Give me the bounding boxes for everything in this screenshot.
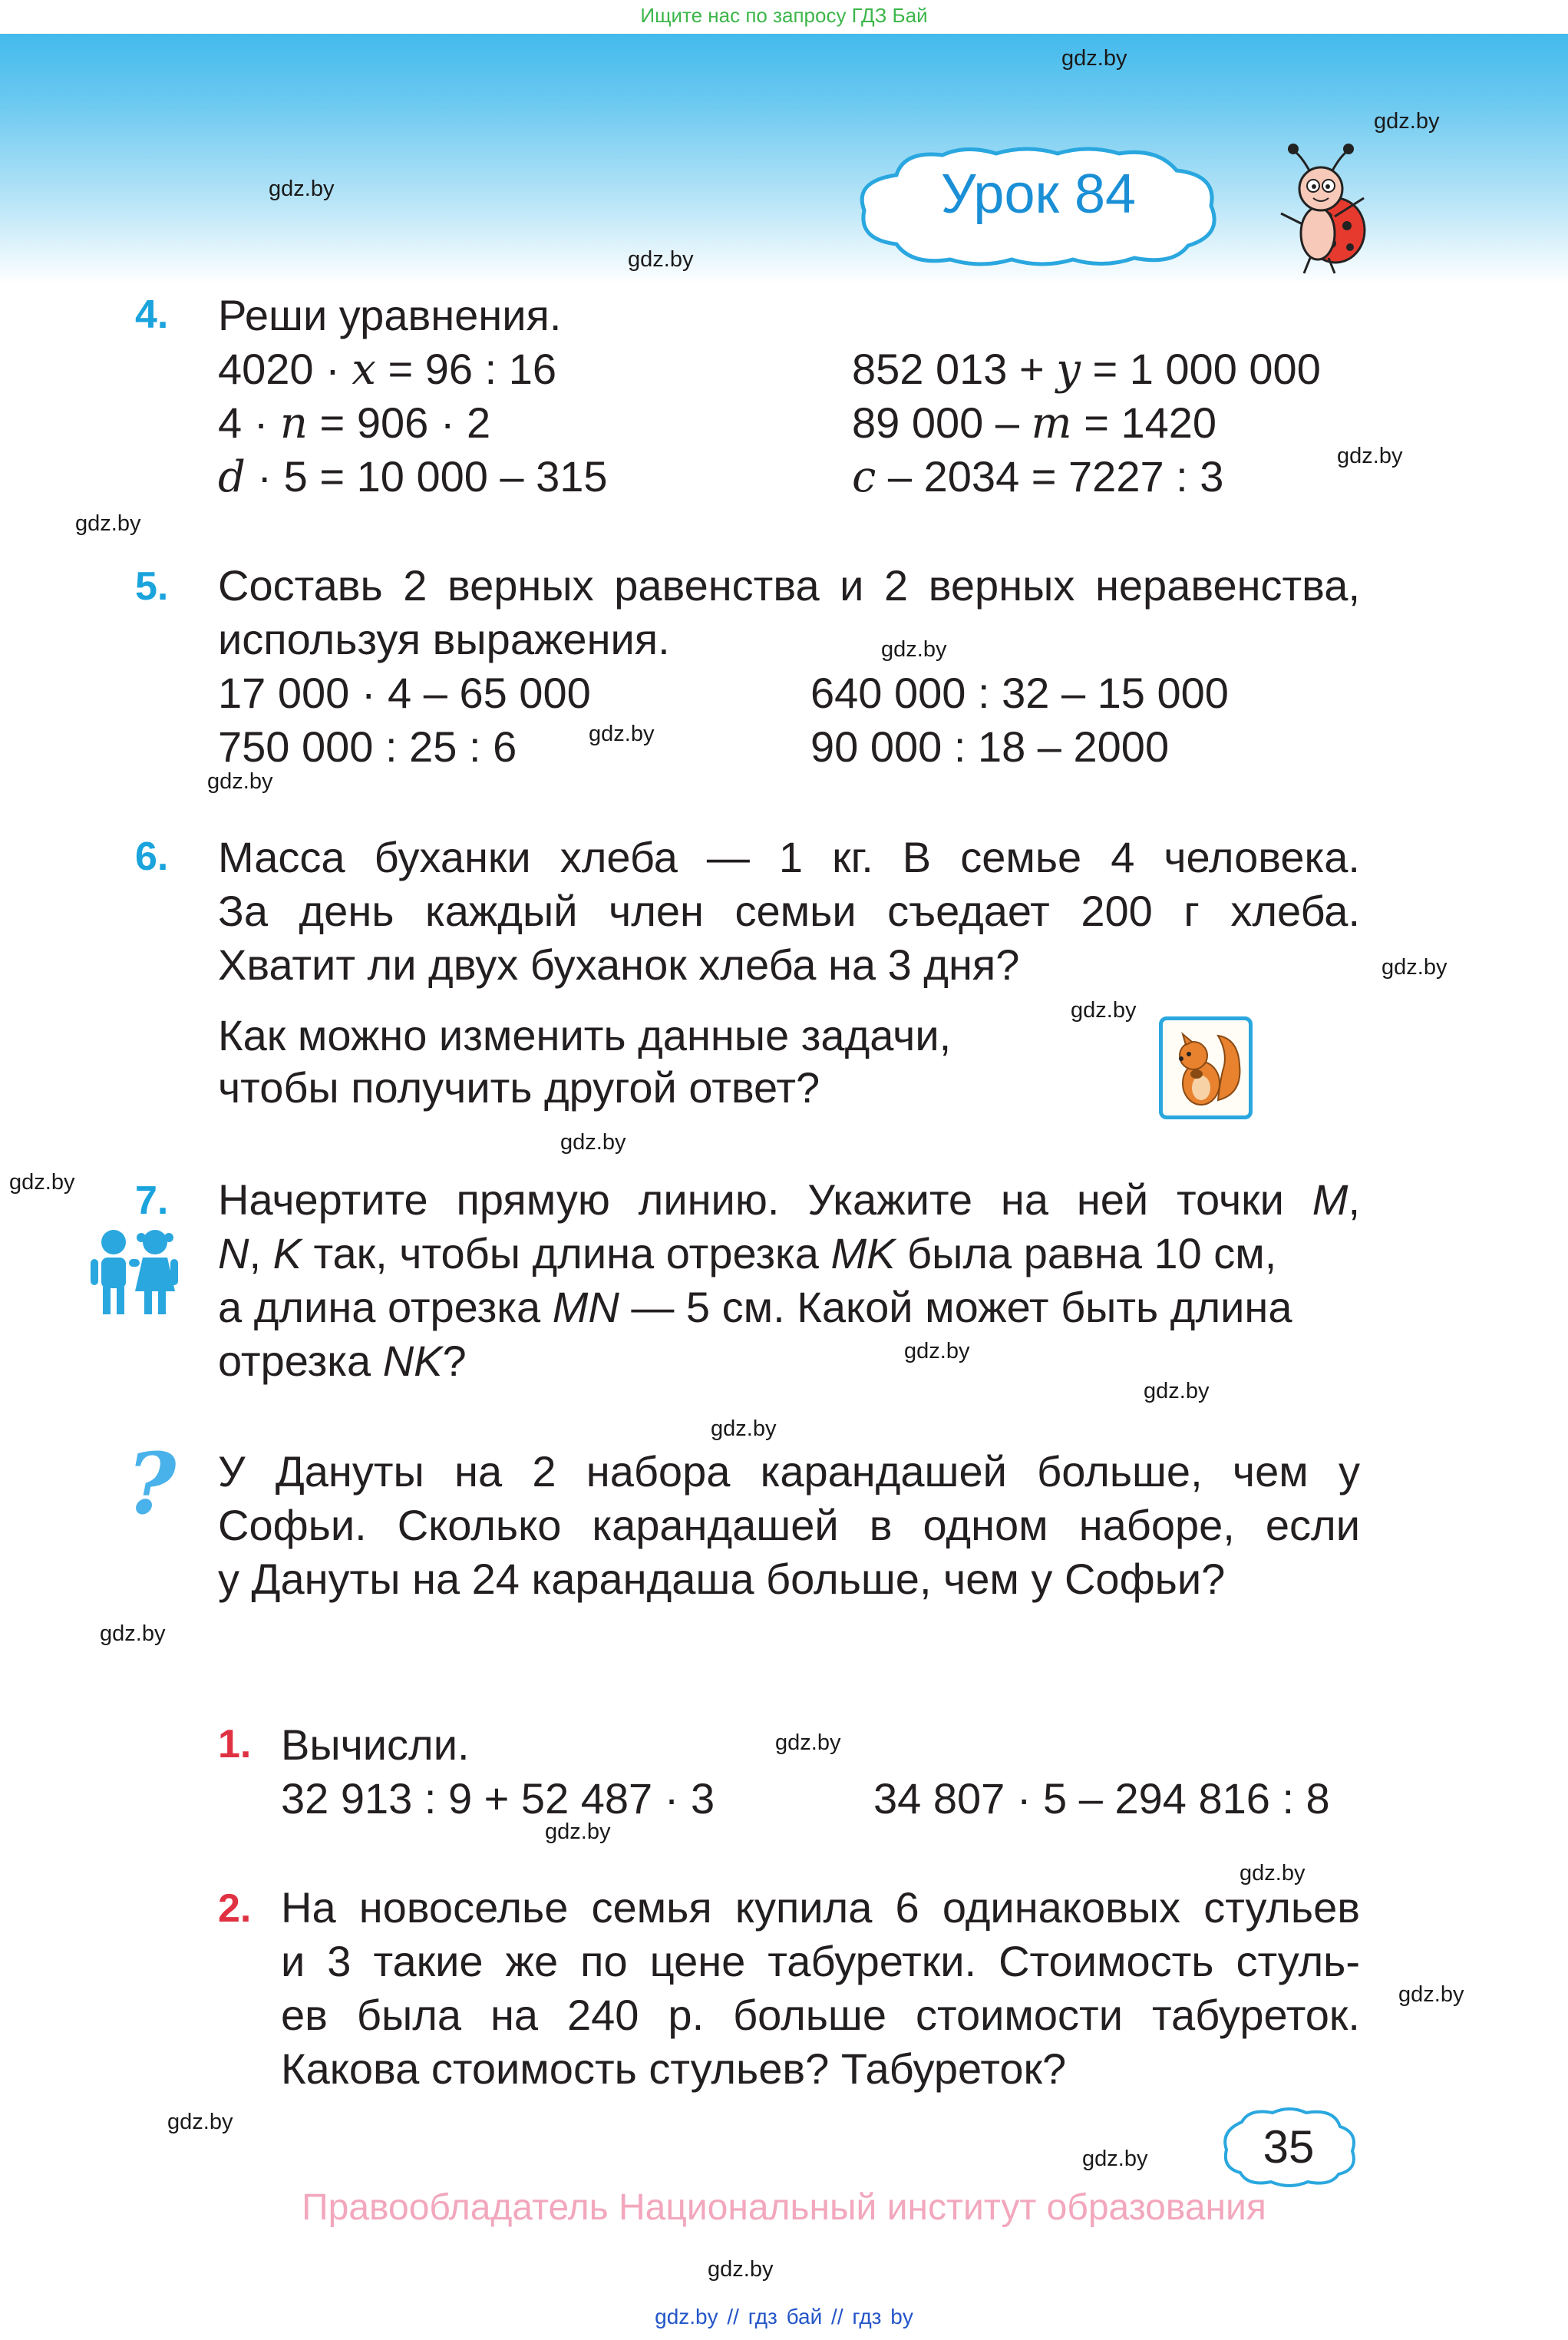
- watermark: gdz.by: [207, 769, 273, 794]
- equation: 4 · n = 906 · 2: [218, 398, 491, 448]
- review-text: Какова стоимость стульев? Табуреток?: [281, 2044, 1067, 2093]
- watermark: gdz.by: [1398, 1982, 1464, 2007]
- expression: 17 000 · 4 – 65 000: [218, 669, 591, 717]
- expression: 640 000 : 32 – 15 000: [810, 669, 1229, 717]
- watermark: gdz.by: [1061, 46, 1127, 71]
- riddle-text: У Дануты на 2 набора карандашей больше, чем у: [218, 1447, 1360, 1496]
- expression: 750 000 : 25 : 6: [218, 722, 517, 771]
- watermark: gdz.by: [560, 1130, 626, 1155]
- equation: 852 013 + y = 1 000 000: [852, 345, 1321, 395]
- watermark: gdz.by: [545, 1819, 611, 1844]
- footer-links[interactable]: gdz.by // гдз бай // гдз by: [655, 2305, 913, 2328]
- task-text: Начертите прямую линию. Укажите на ней точки M,: [218, 1175, 1360, 1224]
- task-text: Хватит ли двух буханок хлеба на 3 дня?: [218, 940, 1020, 989]
- expression: 90 000 : 18 – 2000: [810, 722, 1170, 771]
- lesson-title: Урок 84: [940, 164, 1137, 225]
- watermark: gdz.by: [9, 1170, 75, 1195]
- page-number: 35: [1263, 2121, 1315, 2173]
- copyright: Правообладатель Национальный институт образования: [302, 2187, 1266, 2228]
- watermark: gdz.by: [904, 1339, 970, 1363]
- review-text: На новоселье семья купила 6 одинаковых стульев: [281, 1883, 1360, 1932]
- equation: c – 2034 = 7227 : 3: [852, 452, 1224, 502]
- watermark: gdz.by: [628, 247, 694, 272]
- watermark: gdz.by: [708, 2257, 774, 2282]
- riddle-text: у Дануты на 24 карандаша больше, чем у Софьи?: [218, 1555, 1226, 1603]
- review-text: и 3 такие же по цене табуретки. Стоимость стуль-: [281, 1937, 1360, 1985]
- task-number: 7.: [135, 1178, 169, 1223]
- review-number: 2.: [218, 1886, 252, 1931]
- watermark: gdz.by: [589, 722, 655, 746]
- task-text: За день каждый член семьи съедает 200 г хлеба.: [218, 887, 1360, 935]
- question-mark-icon: ?: [127, 1434, 177, 1533]
- review-text: ев была на 240 р. больше стоимости табуреток.: [281, 1991, 1360, 2039]
- task-text: N, K так, чтобы длина отрезка MK была равна 10 см,: [218, 1229, 1277, 1277]
- task-text: а длина отрезка MN — 5 см. Какой может быть длина: [218, 1283, 1292, 1331]
- task-title: Реши уравнения.: [218, 291, 562, 339]
- task-number: 5.: [135, 564, 169, 609]
- review-title: Вычисли.: [281, 1720, 470, 1769]
- watermark: gdz.by: [775, 1730, 841, 1755]
- task-question: Как можно изменить данные задачи,: [218, 1011, 952, 1059]
- watermark: gdz.by: [269, 177, 335, 201]
- task-text: Масса буханки хлеба — 1 кг. В семье 4 человека.: [218, 833, 1360, 881]
- task-number: 6.: [135, 835, 169, 879]
- squirrel-icon: [1159, 1016, 1253, 1119]
- watermark: gdz.by: [1082, 2147, 1148, 2171]
- watermark: gdz.by: [167, 2110, 233, 2134]
- watermark: gdz.by: [1374, 109, 1440, 134]
- watermark: gdz.by: [711, 1416, 777, 1441]
- watermark: gdz.by: [1071, 998, 1137, 1023]
- review-number: 1.: [218, 1722, 252, 1767]
- task-text: Составь 2 верных равенства и 2 верных неравенства,: [218, 561, 1360, 610]
- riddle-text: Софьи. Сколько карандашей в одном наборе, если: [218, 1501, 1360, 1549]
- watermark: gdz.by: [100, 1621, 166, 1646]
- top-banner[interactable]: Ищите нас по запросу ГДЗ Бай: [0, 0, 1568, 34]
- watermark: gdz.by: [881, 637, 947, 662]
- watermark: gdz.by: [1240, 1861, 1306, 1886]
- task-text: отрезка NK?: [218, 1337, 467, 1385]
- expression: 34 807 · 5 – 294 816 : 8: [873, 1774, 1330, 1823]
- watermark: gdz.by: [1381, 955, 1448, 980]
- pair-work-icon: [86, 1225, 183, 1317]
- expression: 32 913 : 9 + 52 487 · 3: [281, 1774, 715, 1823]
- task-question: чтобы получить другой ответ?: [218, 1063, 820, 1112]
- task-text: используя выражения.: [218, 615, 670, 663]
- watermark: gdz.by: [1337, 444, 1403, 468]
- equation: 4020 · x = 96 : 16: [218, 345, 557, 395]
- ladybug-icon: [1270, 140, 1374, 278]
- task-number: 4.: [135, 292, 169, 337]
- equation: d · 5 = 10 000 – 315: [218, 452, 608, 502]
- equation: 89 000 – m = 1420: [852, 398, 1217, 448]
- watermark: gdz.by: [75, 511, 141, 536]
- watermark: gdz.by: [1144, 1379, 1210, 1403]
